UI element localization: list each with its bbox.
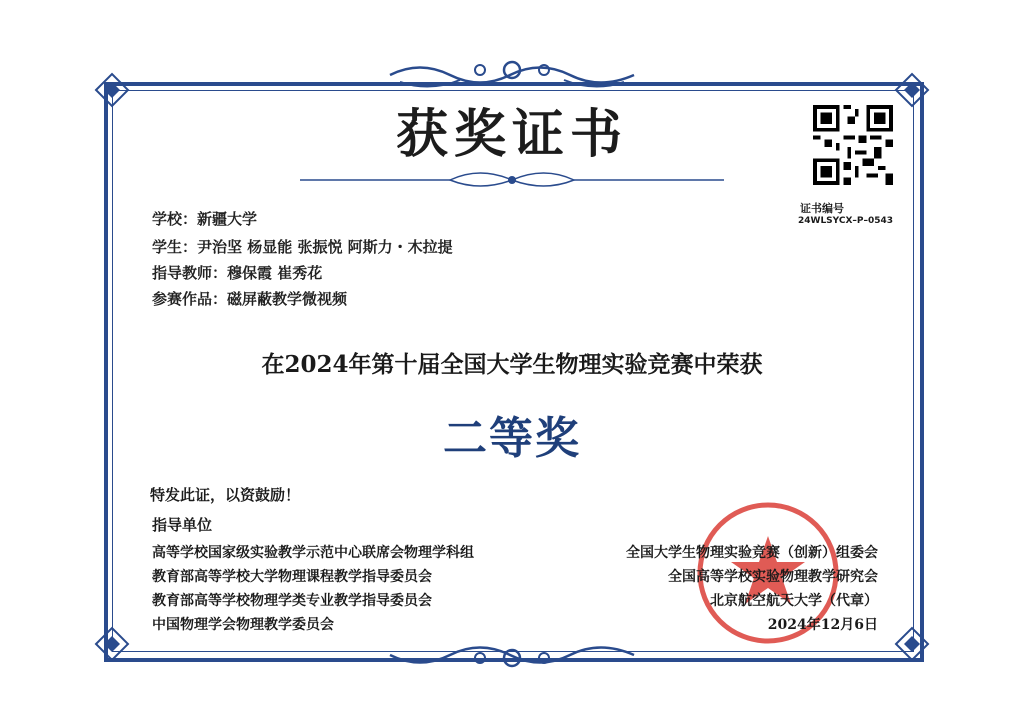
- top-ornament: [380, 58, 644, 92]
- organizer: 全国高等学校实验物理教学研究会: [668, 569, 878, 585]
- award-level: 二等奖: [443, 413, 581, 464]
- work-line: 参赛作品：磁屏蔽教学微视频: [152, 290, 348, 308]
- organizer: 北京航空航天大学（代章）: [710, 593, 878, 609]
- cert-number-label: 证书编号: [800, 202, 844, 215]
- bottom-ornament: [380, 638, 644, 672]
- guide-unit: 中国物理学会物理教学委员会: [152, 617, 334, 633]
- guide-unit: 教育部高等学校大学物理课程教学指导委员会: [152, 569, 432, 585]
- guide-units-label: 指导单位: [152, 516, 213, 534]
- guide-unit: 教育部高等学校物理学类专业教学指导委员会: [152, 593, 432, 609]
- title-divider: [300, 166, 724, 192]
- school-line: 学校：新疆大学: [152, 210, 258, 228]
- cert-number-value: 24WLSYCX–P–0543: [798, 216, 894, 226]
- award-statement: 在2024年第十届全国大学生物理实验竞赛中荣获: [261, 351, 763, 378]
- qr-code-icon: [813, 105, 893, 185]
- advisors-line: 指导教师：穆保霞 崔秀花: [152, 264, 323, 282]
- closing-text: 特发此证，以资鼓励！: [150, 486, 301, 504]
- students-line: 学生：尹治坚 杨显能 张振悦 阿斯力・木拉提: [152, 238, 453, 256]
- corner-ornament-bottom-right: [890, 622, 934, 666]
- guide-unit: 高等学校国家级实验教学示范中心联席会物理学科组: [152, 545, 474, 561]
- corner-ornament-bottom-left: [90, 622, 134, 666]
- organizer: 全国大学生物理实验竞赛（创新）组委会: [626, 545, 878, 561]
- issue-date: 2024年12月6日: [767, 617, 878, 633]
- certificate-title: 获奖证书: [395, 104, 628, 165]
